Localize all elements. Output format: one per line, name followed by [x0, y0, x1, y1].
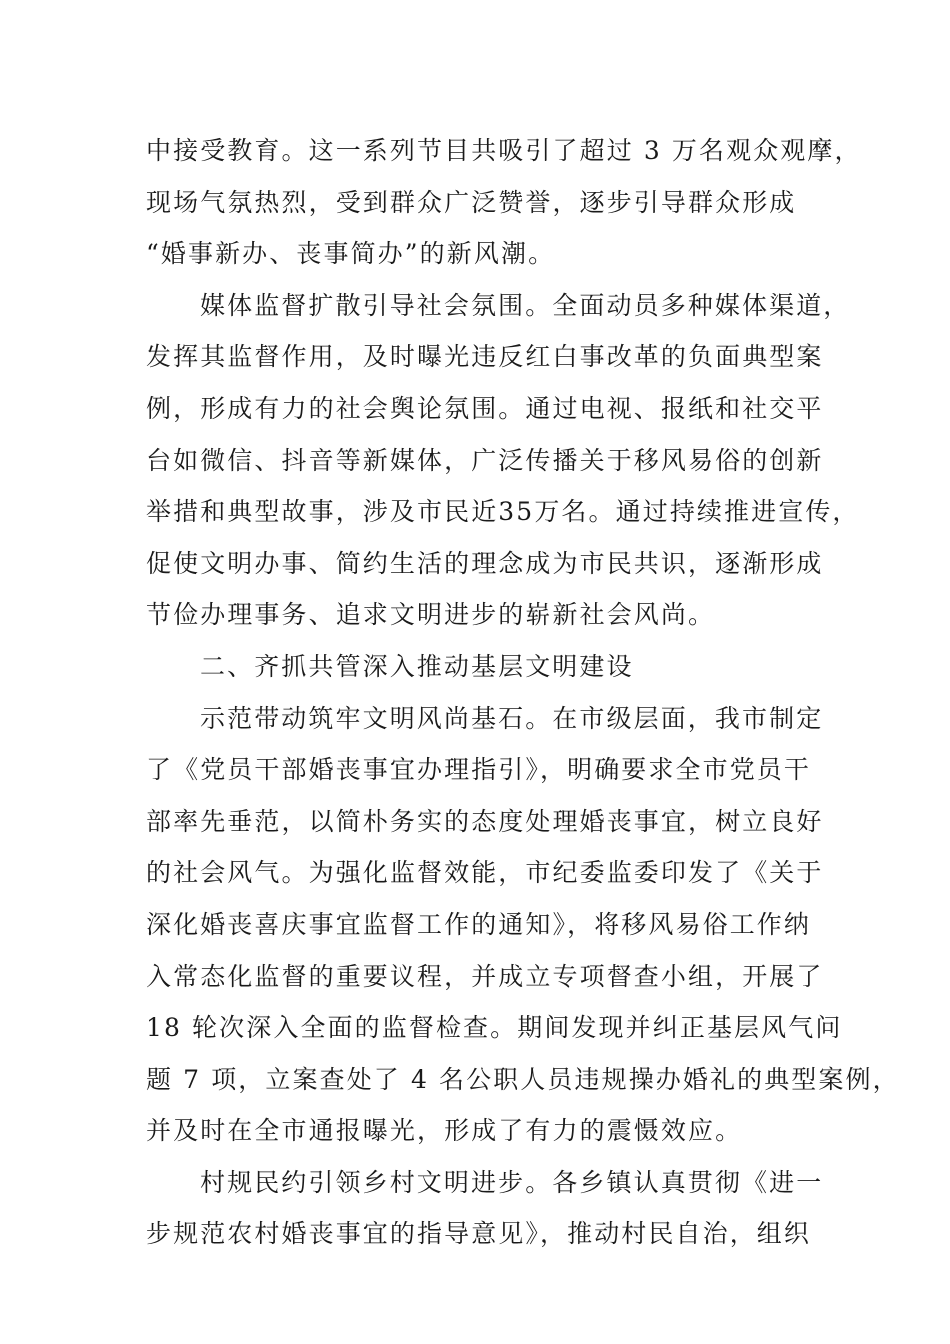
text-line: 入常态化监督的重要议程，并成立专项督查小组，开展了 — [146, 961, 824, 991]
text-line: 了《党员干部婚丧事宜办理指引》，明确要求全市党员干 — [146, 755, 812, 785]
text-line: 中接受教育。这一系列节目共吸引了超过 3 万名观众观摩， — [146, 136, 862, 165]
paragraph-heading-line: 媒体监督扩散引导社会氛围。全面动员多种媒体渠道， — [200, 290, 851, 320]
text-line: 节俭办理事务、追求文明进步的崭新社会风尚。 — [146, 600, 716, 630]
text-line: 并及时在全市通报曝光，形成了有力的震慑效应。 — [146, 1116, 743, 1146]
text-line: “婚事新办、丧事简办”的新风潮。 — [146, 239, 556, 269]
text-line: 发挥其监督作用，及时曝光违反红白事改革的负面典型案 — [146, 342, 824, 372]
text-line: 例，形成有力的社会舆论氛围。通过电视、报纸和社交平 — [146, 393, 824, 423]
text-line: 举措和典型故事，涉及市民近35万名。通过持续推进宣传， — [146, 497, 860, 527]
text-line: 台如微信、抖音等新媒体，广泛传播关于移风易俗的创新 — [146, 445, 824, 475]
text-line: 促使文明办事、简约生活的理念成为市民共识，逐渐形成 — [146, 548, 824, 578]
text-line: 的社会风气。为强化监督效能，市纪委监委印发了《关于 — [146, 858, 824, 888]
text-line: 现场气氛热烈，受到群众广泛赞誉，逐步引导群众形成 — [146, 187, 797, 217]
text-line: 题 7 项，立案查处了 4 名公职人员违规操办婚礼的典型案例， — [146, 1064, 900, 1094]
paragraph-heading-line: 村规民约引领乡村文明进步。各乡镇认真贯彻《进一 — [200, 1167, 824, 1197]
paragraph-heading-line: 示范带动筑牢文明风尚基石。在市级层面，我市制定 — [200, 703, 824, 733]
text-line: 18 轮次深入全面的监督检查。期间发现并纠正基层风气问 — [146, 1013, 843, 1043]
section-heading: 二、齐抓共管深入推动基层文明建设 — [200, 651, 634, 681]
text-line: 深化婚丧喜庆事宜监督工作的通知》，将移风易俗工作纳 — [146, 909, 812, 939]
text-line: 部率先垂范，以简朴务实的态度处理婚丧事宜，树立良好 — [146, 806, 824, 836]
body-text — [146, 125, 900, 1260]
text-line: 步规范农村婚丧事宜的指导意见》，推动村民自治，组织 — [146, 1219, 812, 1249]
